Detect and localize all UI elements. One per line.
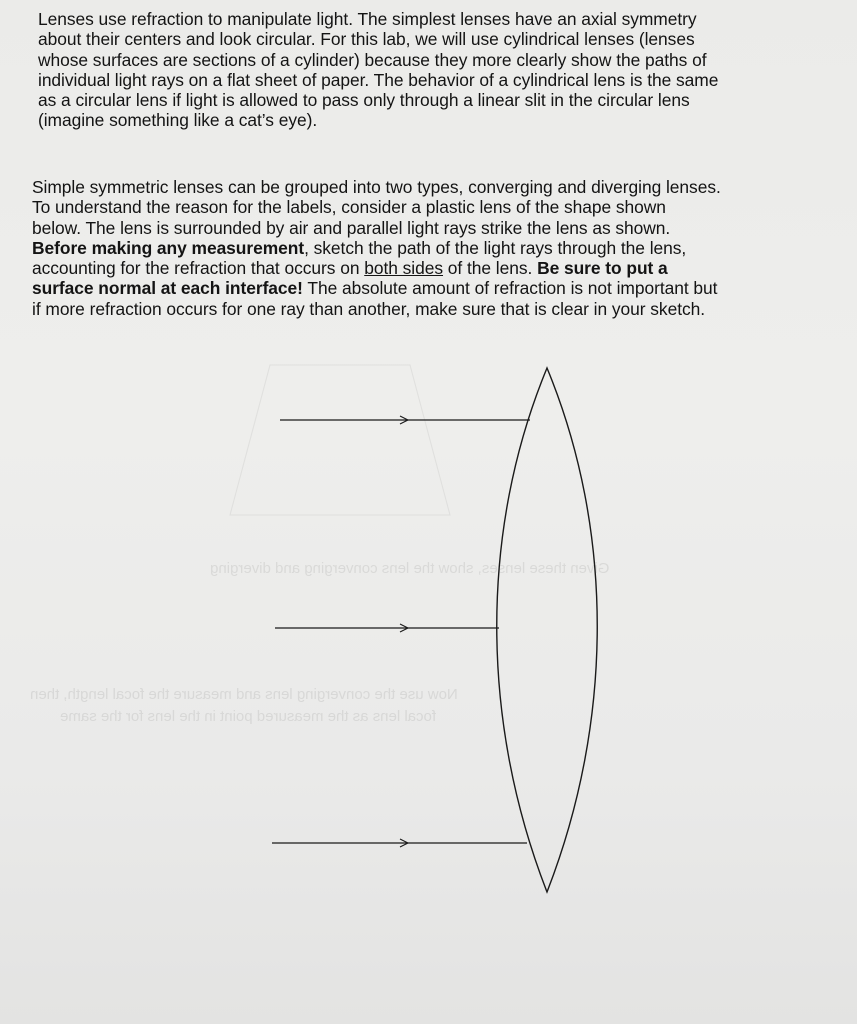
bleed-through-text: Now use the converging lens and measure the focal length, then <box>30 686 458 703</box>
bleed-through-text: Given these lenses, show the lens converging and diverging <box>210 560 610 577</box>
text-run: , sketch the path of the light rays through the lens, <box>304 237 687 258</box>
bleed-through-text: focal lens as the measured point in the lens for the same <box>60 708 437 725</box>
intro-line: (imagine something like a cat’s eye). <box>38 110 318 131</box>
intro-line: about their centers and look circular. For this lab, we will use cylindrical lenses (lenses <box>38 29 695 50</box>
text-run: accounting for the refraction that occurs on <box>32 258 365 279</box>
intro-line: as a circular lens if light is allowed to pass only through a linear slit in the circular lens <box>38 90 690 111</box>
text-run: of the lens. <box>443 258 538 279</box>
underlined-phrase: both sides <box>364 258 444 279</box>
text-run: The absolute amount of refraction is not important but <box>302 278 718 299</box>
biconvex-lens <box>497 368 598 892</box>
intro-line: individual light rays on a flat sheet of paper. The behavior of a cylindrical lens is the same <box>38 69 719 90</box>
instructions-line: Simple symmetric lenses can be grouped into two types, converging and diverging lenses. <box>32 177 721 197</box>
intro-line: Lenses use refraction to manipulate light. The simplest lenses have an axial symmetry <box>38 9 697 29</box>
instructions-line: To understand the reason for the labels, consider a plastic lens of the shape shown <box>32 197 666 218</box>
bold-phrase: Be sure to put a <box>537 258 668 279</box>
instructions-line: if more refraction occurs for one ray than another, make sure that is clear in your sketch. <box>32 298 706 319</box>
incident-ray-bottom <box>272 839 527 847</box>
incident-ray-top <box>280 416 530 424</box>
instructions-line: below. The lens is surrounded by air and parallel light rays strike the lens as shown. <box>32 217 671 238</box>
bold-phrase: surface normal at each interface! <box>32 278 303 299</box>
bleed-through-shape <box>230 365 450 515</box>
intro-line: whose surfaces are sections of a cylinder) because they more clearly show the paths of <box>38 49 707 70</box>
bold-phrase: Before making any measurement <box>32 237 305 258</box>
incident-ray-middle <box>275 624 499 632</box>
